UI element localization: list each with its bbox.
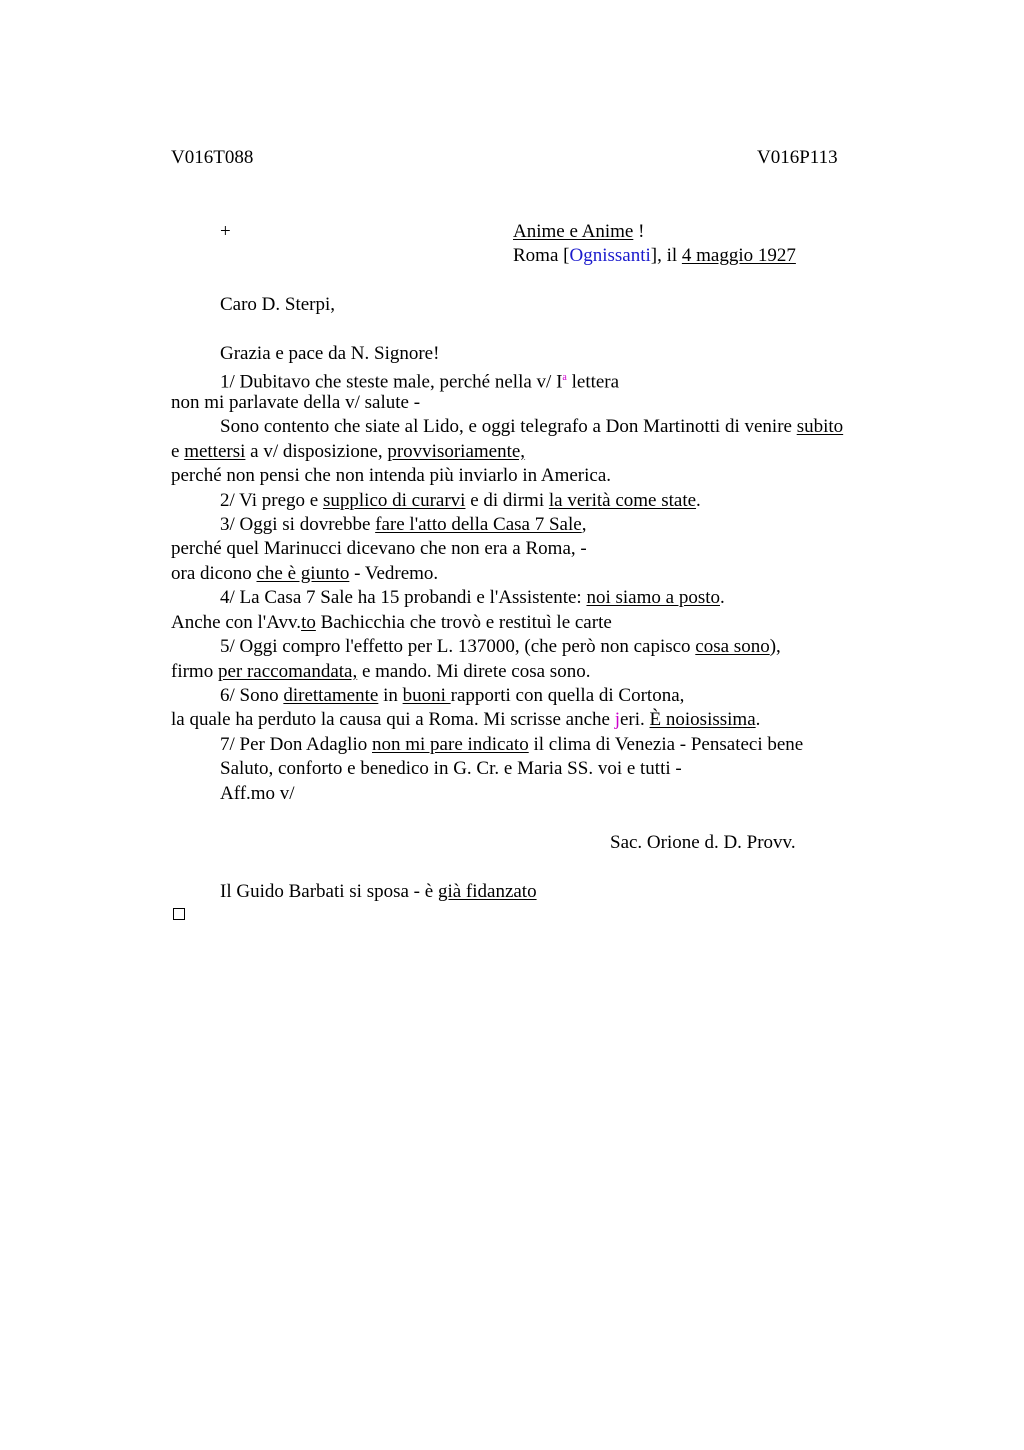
paragraph-6-line-1: 6/ Sono direttamente in buoni rapporti con quella di Cortona, — [220, 685, 685, 706]
closing-line-1: Saluto, conforto e benedico in G. Cr. e Maria SS. voi e tutti - — [220, 758, 682, 779]
doc-code-right: V016P113 — [757, 147, 838, 168]
paragraph-4-line-2: Anche con l'Avv.to Bachicchia che trovò e restituì le carte — [171, 612, 612, 633]
salutation: Caro D. Sterpi, — [220, 294, 336, 315]
paragraph-6-line-2: la quale ha perduto la causa qui a Roma. Mi scrisse anche jeri. È noiosissima. — [171, 709, 761, 730]
motto: Anime e Anime ! — [513, 221, 645, 242]
paragraph-1b-line-1: Sono contento che siate al Lido, e oggi telegrafo a Don Martinotti di venire subito — [220, 416, 844, 437]
letter-date: 4 maggio 1927 — [681, 245, 796, 266]
paragraph-1b-line-3: perché non pensi che non intenda più inviarlo in America. — [171, 465, 612, 486]
paragraph-5-line-1: 5/ Oggi compro l'effetto per L. 137000, (che però non capisco cosa sono), — [220, 636, 781, 657]
motto-text: Anime e Anime — [513, 221, 634, 242]
paragraph-5-line-2: firmo per raccomandata, e mando. Mi direte cosa sono. — [171, 661, 591, 682]
paragraph-2: 2/ Vi prego e supplico di curarvi e di dirmi la verità come state. — [220, 490, 701, 511]
place-name: Ognissanti — [569, 245, 651, 266]
cross-symbol: + — [220, 221, 231, 242]
paragraph-1-line-2: non mi parlavate della v/ salute - — [171, 392, 421, 413]
dateline: Roma [Ognissanti], il 4 maggio 1927 — [513, 245, 796, 266]
end-mark-box — [173, 908, 185, 920]
paragraph-1-line-1: 1/ Dubitavo che steste male, perché nella v/ $I^a$ lettera — [220, 371, 620, 393]
paragraph-7: 7/ Per Don Adaglio non mi pare indicato il clima di Venezia - Pensateci bene — [220, 734, 804, 755]
paragraph-1b-line-2: e mettersi a v/ disposizione, provvisoriamente, — [171, 441, 526, 462]
paragraph-3-line-3: ora dicono che è giunto - Vedremo. — [171, 563, 439, 584]
postscript: Il Guido Barbati si sposa - è già fidanzato — [220, 881, 537, 902]
paragraph-3-line-1: 3/ Oggi si dovrebbe fare l'atto della Casa 7 Sale, — [220, 514, 587, 535]
paragraph-4-line-1: 4/ La Casa 7 Sale ha 15 probandi e l'Assistente: noi siamo a posto. — [220, 587, 725, 608]
paragraph-3-line-2: perché quel Marinucci dicevano che non era a Roma, - — [171, 538, 587, 559]
doc-code-left: V016T088 — [171, 147, 254, 168]
greeting: Grazia e pace da N. Signore! — [220, 343, 440, 364]
closing-line-2: Aff.mo v/ — [220, 783, 295, 804]
signature: Sac. Orione d. D. Provv. — [610, 832, 796, 853]
